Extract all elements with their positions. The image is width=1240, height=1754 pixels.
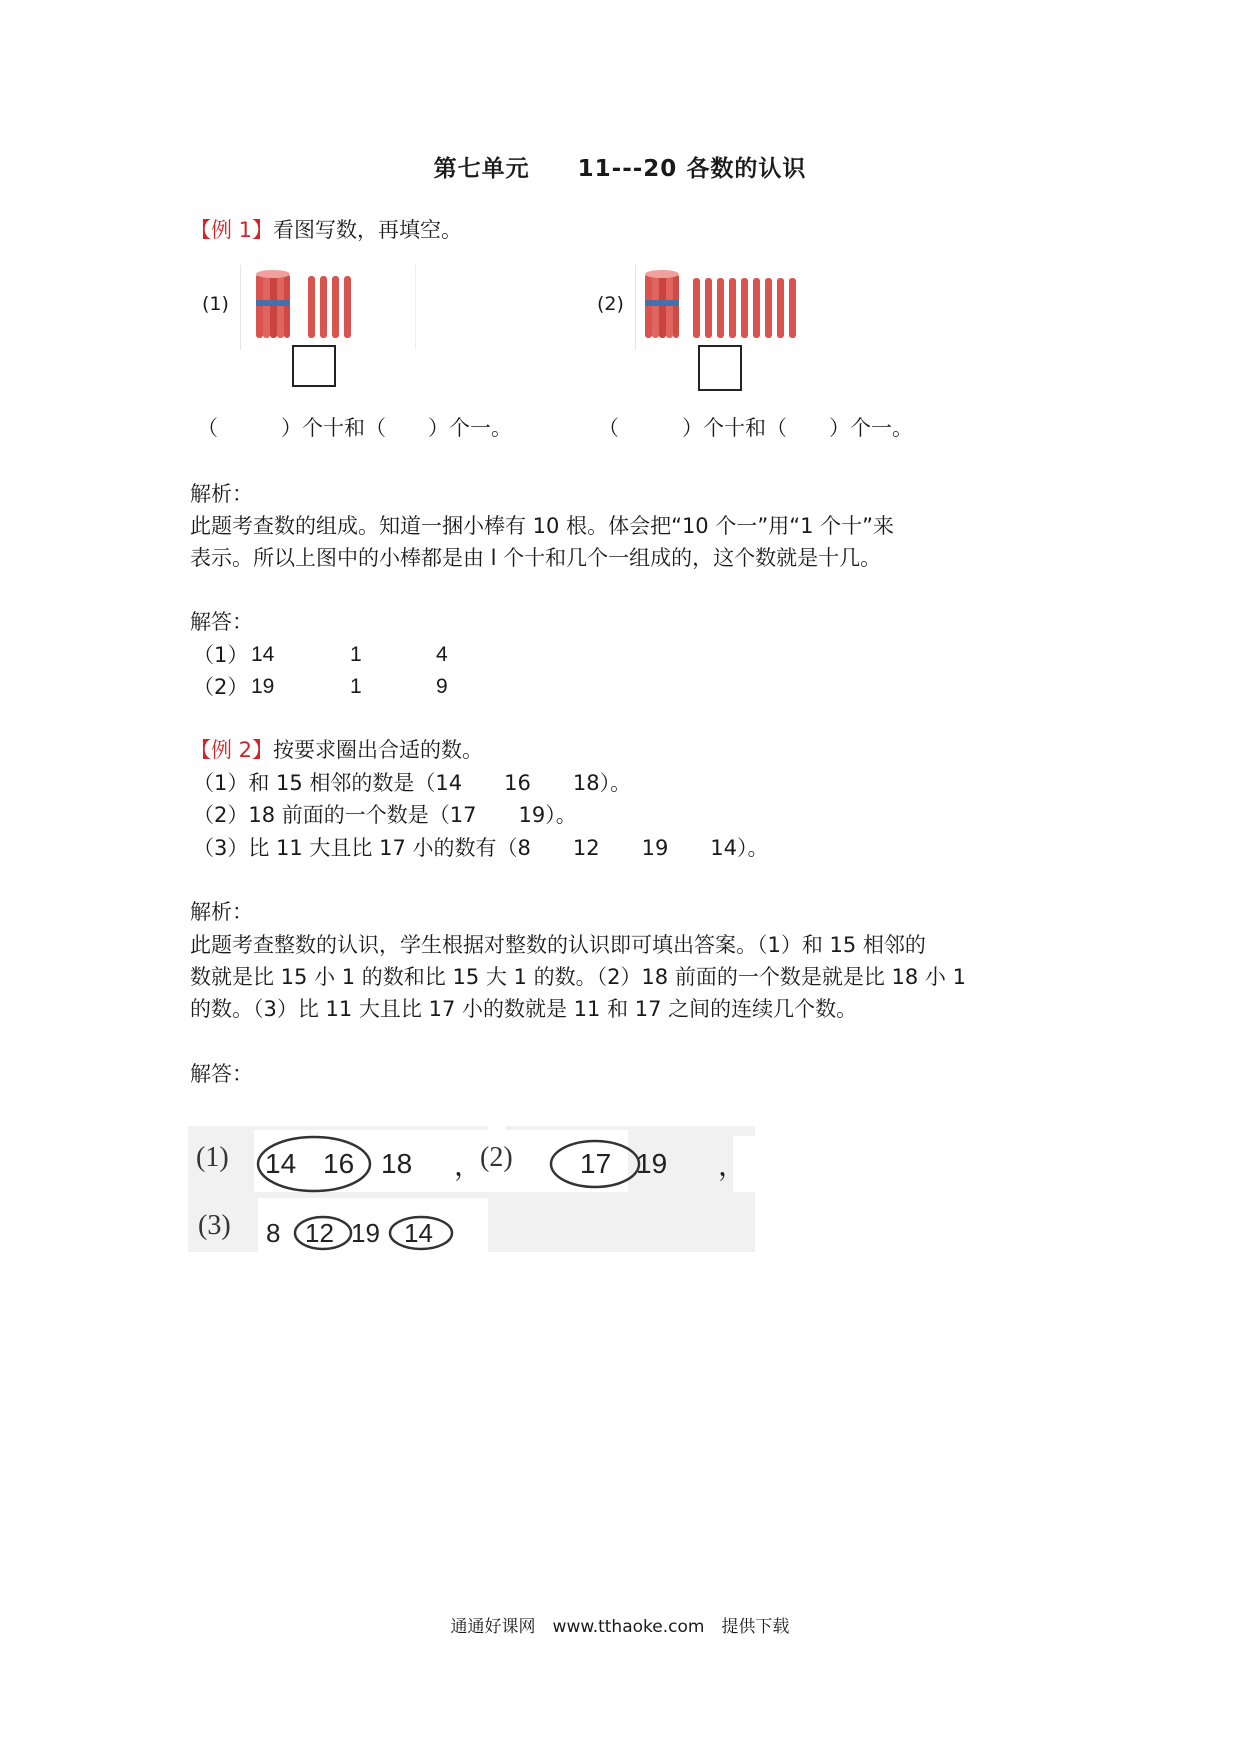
example-1-answer-heading: 解答：: [190, 610, 253, 634]
example-1-heading: [190, 214, 462, 246]
answer-row-1-tens: 1: [350, 643, 362, 666]
answer-row-2-label: （2）: [193, 675, 249, 699]
example-2-question-3: （3）比 11 大且比 17 小的数有（8 12 19 14）。: [193, 836, 769, 860]
figure-2-label: (2): [597, 293, 624, 315]
answer-image-label-2: (2): [480, 1142, 513, 1173]
page-title: [0, 150, 1240, 183]
title-topic: 11---20 各数的认识: [577, 156, 807, 182]
answer-image-19b: 19: [351, 1218, 380, 1248]
answer-row-1-ones: 4: [436, 643, 448, 666]
title-unit: 第七单元: [433, 156, 530, 182]
example-2-prompt: 按要求圈出合适的数。: [273, 738, 484, 762]
answer-box-1[interactable]: [292, 345, 336, 387]
fill-blank-2: （ ）个十和（ ）个一。: [598, 416, 913, 440]
example-1-tag: 【例 1】: [190, 218, 274, 242]
bundle-and-nine-sticks-icon: [645, 270, 815, 342]
fill-blank-1: （ ）个十和（ ）个一。: [197, 416, 512, 440]
example-2-question-2: （2）18 前面的一个数是（17 19）。: [193, 803, 577, 827]
answer-image-label-3: (3): [198, 1210, 231, 1241]
answer-row-2: [193, 671, 493, 703]
example-2-analysis-line-3: 的数。（3）比 11 大且比 17 小的数就是 11 和 17 之间的连续几个数。: [190, 997, 858, 1021]
circled-answer-image: [188, 1126, 755, 1252]
example-1-analysis-line-2: 表示。所以上图中的小棒都是由 l 个十和几个一组成的，这个数就是十几。: [190, 546, 882, 570]
example-1-analysis-line-1: 此题考查数的组成。知道一捆小棒有 10 根。体会把“10 个一”用“1 个十”来: [190, 514, 895, 538]
example-1-prompt: 看图写数，再填空。: [273, 218, 463, 242]
answer-image-18: 18: [381, 1148, 413, 1179]
example-2-analysis-line-1: 此题考查整数的认识，学生根据对整数的认识即可填出答案。（1）和 15 相邻的: [190, 933, 926, 957]
figure-1-label: (1): [202, 293, 229, 315]
answer-row-1-label: （1）: [193, 643, 249, 667]
answer-image-comma-1: ，: [454, 1150, 483, 1181]
answer-image-8: 8: [266, 1218, 281, 1248]
bundle-of-ten-sticks-icon: [256, 270, 396, 342]
answer-row-1-number: 14: [251, 643, 275, 666]
example-2-answer-heading: 解答：: [190, 1062, 253, 1086]
answer-image-14b: 14: [404, 1218, 433, 1248]
example-2-tag: 【例 2】: [190, 738, 274, 762]
answer-row-1: [193, 639, 493, 671]
answer-image-comma-2: ，: [718, 1150, 747, 1181]
example-2-analysis-line-2: 数就是比 15 小 1 的数和比 15 大 1 的数。（2）18 前面的一个数是就是比 18 小 1: [190, 965, 966, 989]
example-2-analysis-heading: 解析：: [190, 900, 253, 924]
answer-image-19: 19: [636, 1148, 668, 1179]
answer-row-2-tens: 1: [350, 675, 362, 698]
answer-image-16: 16: [323, 1148, 355, 1179]
example-2-heading: [190, 734, 483, 766]
answer-image-label-1: (1): [196, 1142, 229, 1173]
answer-row-2-number: 19: [251, 675, 275, 698]
example-1-analysis-heading: 解析：: [190, 482, 253, 506]
example-2-question-1: （1）和 15 相邻的数是（14 16 18）。: [193, 771, 632, 795]
answer-image-14: 14: [265, 1148, 297, 1179]
figure-2: [595, 265, 825, 395]
figure-1: [200, 265, 430, 395]
answer-box-2[interactable]: [698, 345, 742, 391]
answer-image-17: 17: [580, 1148, 612, 1179]
answer-image-12: 12: [305, 1218, 334, 1248]
answer-row-2-ones: 9: [436, 675, 448, 698]
page-footer: 通通好课网 www.tthaoke.com 提供下载: [450, 1617, 790, 1637]
